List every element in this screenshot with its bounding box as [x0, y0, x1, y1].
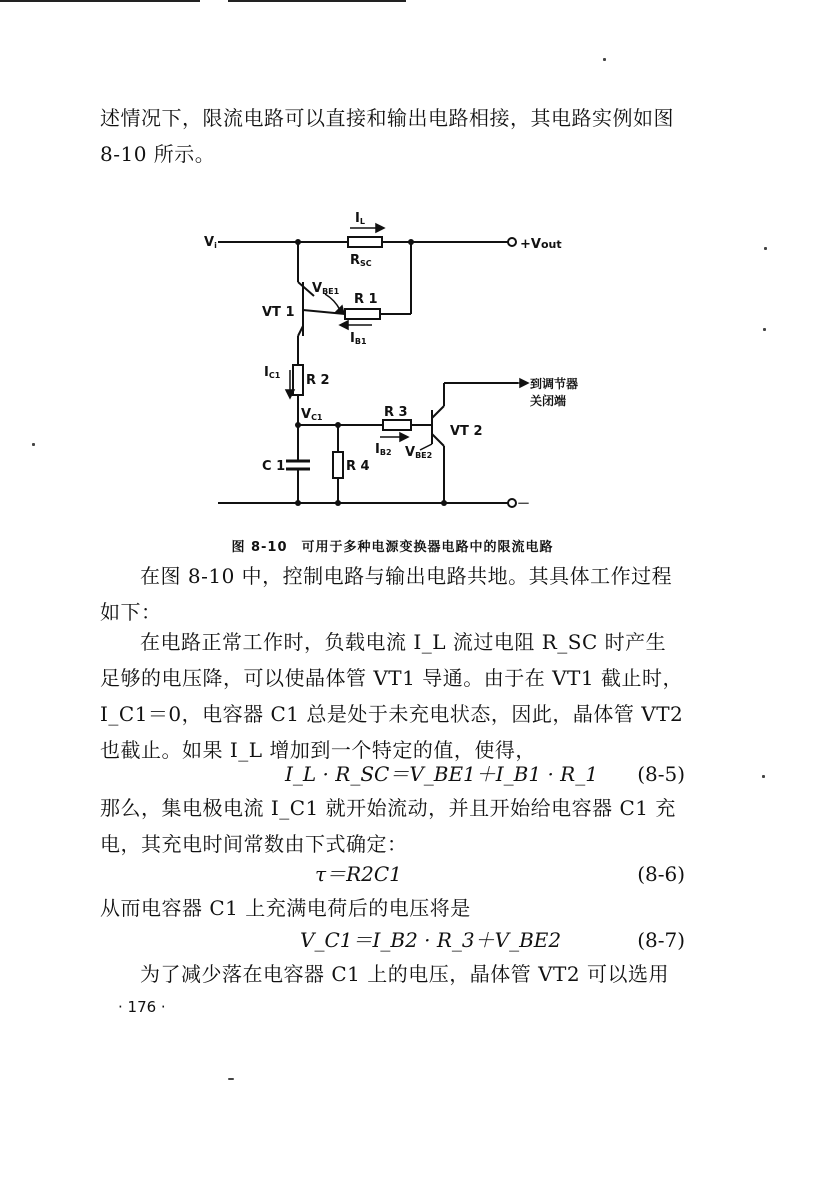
svg-text:VBE2: VBE2 — [405, 445, 433, 460]
svg-text:IB2: IB2 — [375, 442, 392, 457]
paragraph-6: 为了减少落在电容器 C1 上的电压，晶体管 VT2 可以选用 — [140, 962, 669, 986]
label-c1: C 1 — [262, 459, 286, 474]
label-r4: R 4 — [346, 459, 370, 474]
paragraph-4: 那么，集电极电流 I_C1 就开始流动，并且开始给电容器 C1 充电，其充电时间常数由下式确定： — [100, 796, 676, 856]
svg-text:+Vout: +Vout — [520, 237, 562, 252]
scan-speck — [228, 1078, 234, 1080]
equation-8-7-number: (8-7) — [637, 928, 685, 952]
svg-text:IB1: IB1 — [350, 331, 367, 346]
equation-8-5-number: (8-5) — [637, 762, 685, 786]
label-shutdown-terminal: 关闭端 — [530, 394, 567, 408]
svg-text:VBE1: VBE1 — [312, 281, 340, 296]
label-r1: R 1 — [354, 292, 378, 307]
scan-speck — [762, 775, 765, 778]
label-minus: － — [517, 497, 531, 512]
equation-8-5-expr: I_L · R_SC＝V_BE1＋I_B1 · R_1 — [285, 762, 598, 786]
figure-caption: 图 8-10 可用于多种电源变换器电路中的限流电路 — [231, 540, 554, 555]
label-vc1: V — [301, 407, 312, 422]
equation-8-6 — [100, 856, 685, 892]
label-vbe2: V — [405, 445, 416, 460]
scan-speck — [603, 58, 606, 61]
top-rule-right — [228, 0, 406, 2]
page-number: · 176 · — [118, 998, 166, 1016]
label-ic1: I — [264, 365, 269, 380]
equation-8-5 — [100, 756, 685, 792]
label-r2: R 2 — [306, 373, 330, 388]
label-vi: V — [204, 235, 215, 250]
label-to-regulator: 到调节器 — [530, 377, 579, 391]
top-rule-left — [0, 0, 200, 2]
svg-text:RSC: RSC — [350, 253, 372, 268]
label-ib1: I — [350, 331, 355, 346]
scan-speck — [763, 328, 766, 331]
svg-text:VC1: VC1 — [301, 407, 323, 422]
label-r3: R 3 — [384, 405, 408, 420]
equation-8-6-expr: τ＝R2C1 — [315, 862, 402, 886]
label-il: I — [355, 211, 360, 226]
equation-8-6-number: (8-6) — [637, 862, 685, 886]
label-vbe1: V — [312, 281, 323, 296]
paragraph-2: 在图 8-10 中，控制电路与输出电路共地。其具体工作过程如下： — [100, 564, 673, 624]
equation-8-7 — [100, 922, 685, 958]
scan-speck — [32, 443, 35, 446]
equation-8-7-expr: V_C1＝I_B2 · R_3＋V_BE2 — [300, 928, 562, 952]
label-vt1: VT 1 — [262, 305, 295, 320]
label-ib2: I — [375, 442, 380, 457]
svg-text:IC1: IC1 — [264, 365, 281, 380]
paragraph-3: 在电路正常工作时，负载电流 I_L 流过电阻 R_SC 时产生足够的电压降，可以使晶体管 VT1 导通。由于在 VT1 截止时，I_C1＝0，电容器 C1 总是处于未充电状态，因此，晶体管 VT2 也截止。如果 I_L 增加到一个特定的值，使得， — [100, 630, 684, 762]
paragraph-5: 从而电容器 C1 上充满电荷后的电压将是 — [100, 896, 471, 920]
label-vt2: VT 2 — [450, 424, 483, 439]
svg-text:Vi: Vi — [204, 235, 217, 250]
label-rsc: R — [350, 253, 361, 268]
label-vout: +V — [520, 237, 541, 252]
paragraph-intro: 述情况下，限流电路可以直接和输出电路相接，其电路实例如图 8-10 所示。 — [100, 106, 674, 166]
scan-speck — [764, 247, 767, 250]
svg-text:IL: IL — [355, 211, 365, 226]
